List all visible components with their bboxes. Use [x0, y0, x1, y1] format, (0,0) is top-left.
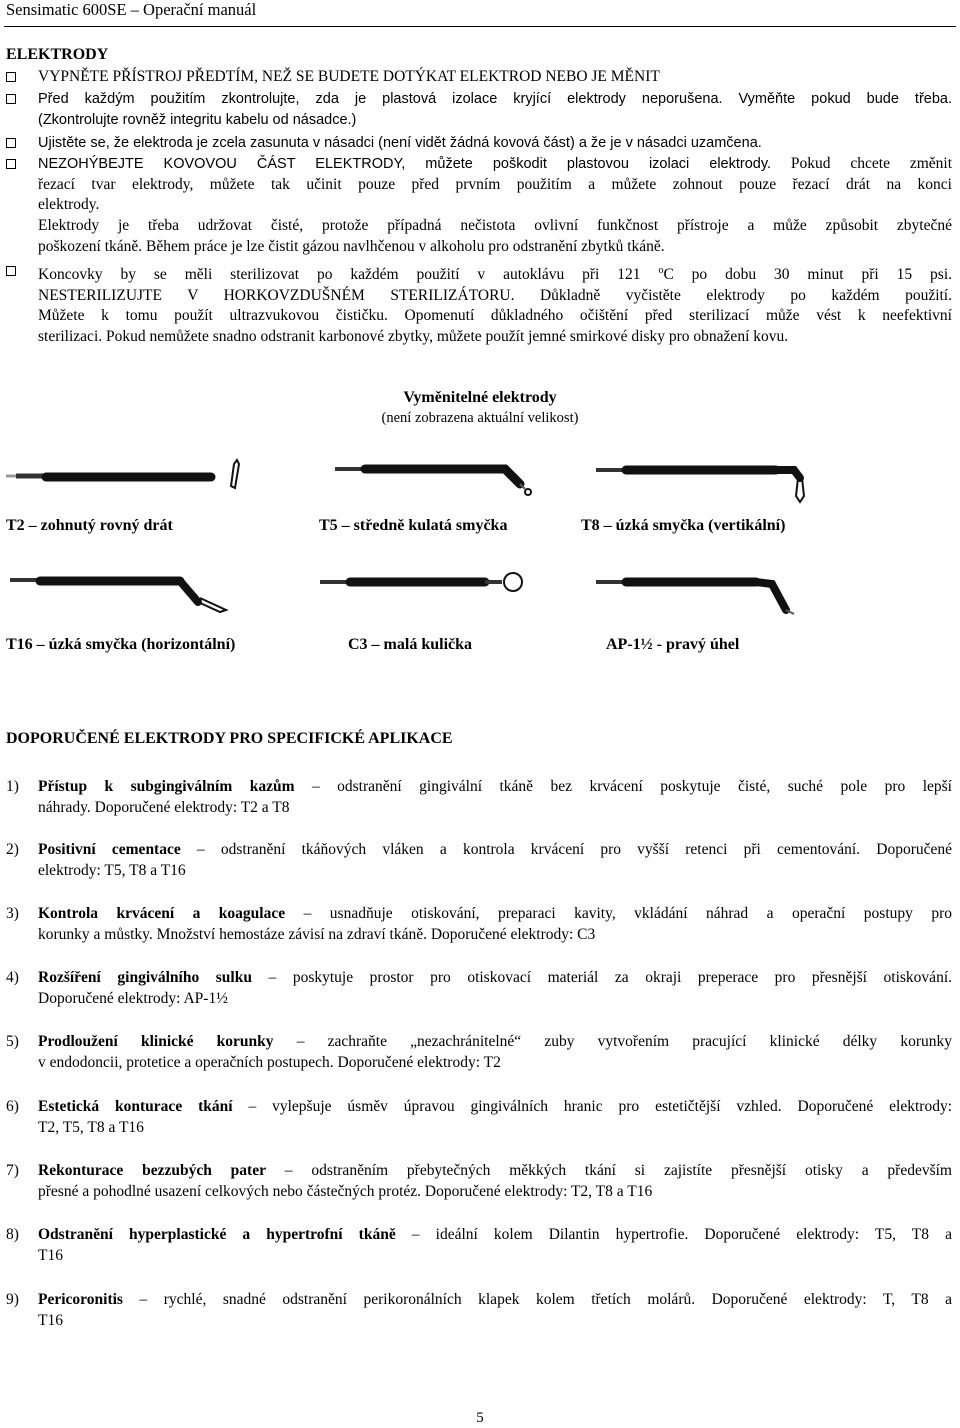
section-title-electrodes: ELEKTRODY — [6, 46, 109, 63]
label-t2: T2 – zohnutý rovný drát — [6, 517, 173, 534]
item-heading: Rozšíření gingiválního sulku — [38, 969, 252, 986]
item-text-continued: T16 — [38, 1311, 63, 1329]
list-item — [6, 1225, 952, 1266]
electrode-t2-image — [6, 450, 256, 506]
item-heading: Prodloužení klinické korunky — [38, 1033, 274, 1050]
item-text-continued: přesné a pohodlné usazení celkových nebo částečných protéz. Doporučené elektrody: T2, T8 a T16 — [38, 1182, 653, 1200]
item-text: – odstraněním přebytečných měkkých tkání si zajistíte přesnější otisky a především — [265, 1162, 952, 1179]
label-t5: T5 – středně kulatá smyčka — [319, 517, 508, 534]
item-number: 4) — [6, 969, 19, 986]
item-text: – ideální kolem Dilantin hypertrofie. Doporučené elektrody: T5, T8 a — [395, 1226, 952, 1243]
item-text-continued: náhrady. Doporučené elektrody: T2 a T8 — [38, 798, 290, 816]
item-text: – odstranění gingivální tkáně bez krvácení poskytuje čisté, suché pole pro lepší — [294, 778, 952, 795]
figure-subtitle: (není zobrazena aktuální velikost) — [381, 410, 579, 426]
cleaning-paragraph: Elektrody je třeba udržovat čisté, protože případná nečistota ovlivní funkčnost přístroje a může způsobit zbytečné poškození tkáně. Během práce je lze čistit gázou navlhčenou v alkoholu pro odstranění zbytků tkáně. — [38, 217, 952, 255]
label-c3: C3 – malá kulička — [348, 636, 473, 653]
checkbox-bullet-icon — [6, 159, 16, 169]
electrode-t16-image — [10, 566, 260, 622]
label-t8: T8 – úzká smyčka (vertikální) — [581, 517, 786, 534]
item-number: 1) — [6, 778, 19, 795]
page-header: Sensimatic 600SE – Operační manuál — [6, 0, 257, 19]
item-text-continued: korunky a můstky. Množství hemostáze závisí na zdraví tkáně. Doporučené elektrody: C3 — [38, 925, 596, 943]
item-heading: Positivní cementace — [38, 841, 181, 858]
bullet-item: NEZOHÝBEJTE KOVOVOU ČÁST ELEKTRODY, můžete poškodit plastovou izolaci elektrody. Pokud chcete změnit řezací tvar elektrody, můžete tak učinit pouze před prvním použitím a můžete zohnout pouze řezací drát na konci elektrody. — [6, 154, 952, 216]
list-item — [6, 904, 952, 945]
item-text: – rychlé, snadné odstranění perikoronálních klapek kolem třetích molárů. Doporučené elektrody: T, T8 a — [122, 1291, 952, 1308]
item-text-continued: T16 — [38, 1246, 63, 1264]
item-text-continued: v endodoncii, protetice a operačních postupech. Doporučené elektrody: T2 — [38, 1053, 501, 1071]
item-heading: Kontrola krvácení a koagulace — [38, 905, 286, 922]
item-number: 7) — [6, 1162, 19, 1179]
item-text: – vylepšuje úsměv úpravou gingiválních hranic pro estetičtější vzhled. Doporučené elektrody: — [232, 1098, 953, 1115]
item-heading: Estetická konturace tkání — [38, 1098, 233, 1115]
checkbox-bullet-icon — [6, 94, 16, 104]
bullet-item: Ujistěte se, že elektroda je zcela zasunuta v násadci (není vidět žádná kovová část) a že je v násadci uzamčena. — [6, 133, 952, 154]
electrode-t8-image — [596, 452, 826, 508]
list-item — [6, 1290, 952, 1331]
section-title-recommended: DOPORUČENÉ ELEKTRODY PRO SPECIFICKÉ APLIKACE — [6, 730, 453, 747]
item-heading: Přístup k subgingiválním kazům — [38, 778, 295, 795]
item-text: – odstranění tkáňových vláken a kontrola krvácení pro vyšší retenci při cementování. Doporučené — [180, 841, 952, 858]
item-number: 2) — [6, 841, 19, 858]
checkbox-bullet-icon — [6, 138, 16, 148]
item-number: 3) — [6, 905, 19, 922]
electrode-ap-image — [596, 566, 836, 622]
header-divider — [4, 26, 956, 27]
item-text-continued: elektrody: T5, T8 a T16 — [38, 861, 186, 879]
item-number: 8) — [6, 1226, 19, 1243]
electrode-t5-image — [335, 452, 545, 508]
checkbox-bullet-icon — [6, 72, 16, 82]
list-item — [6, 968, 952, 1009]
list-item — [6, 777, 952, 818]
list-item — [6, 1097, 952, 1138]
item-number: 5) — [6, 1033, 19, 1050]
list-item — [6, 840, 952, 881]
item-heading: Rekonturace bezzubých pater — [38, 1162, 266, 1179]
item-number: 6) — [6, 1098, 19, 1115]
item-number: 9) — [6, 1291, 19, 1308]
item-text: – poskytuje prostor pro otiskovací materiál za okraji preperace pro přesnější otiskování. — [251, 969, 952, 986]
bullet-item: VYPNĚTE PŘÍSTROJ PŘEDTÍM, NEŽ SE BUDETE DOTÝKAT ELEKTROD NEBO JE MĚNIT — [6, 67, 952, 88]
item-text-continued: T2, T5, T8 a T16 — [38, 1118, 144, 1136]
checkbox-bullet-icon — [6, 266, 16, 276]
electrode-c3-image — [320, 566, 540, 622]
bullet-item: Před každým použitím zkontrolujte, zda je plastová izolace kryjící elektrody neporušena. Vyměňte pokud bude třeba. (Zkontrolujte rovněž integritu kabelu od násadce.) — [6, 89, 952, 130]
figure-title: Vyměnitelné elektrody — [403, 389, 557, 406]
label-ap: AP-1½ - pravý úhel — [606, 636, 740, 653]
list-item — [6, 1032, 952, 1073]
item-text: – usnadňuje otiskování, preparaci kavity, vkládání náhrad a operační postupy pro — [285, 905, 953, 922]
bullet-item: Koncovky by se měli sterilizovat po každém použití v autoklávu při 121 $^o$C po dobu 30 minut při 15 psi. NESTERILIZUJTE V HORKOVZDUŠNÉM STERILIZÁTORU. Důkladně vyčistěte elektrody po každém použití. Můžete k tomu použít ultrazvukovou čističku. Opomenutí důkladného očištění před sterilizací může vést k neefektivní sterilizaci. Pokud nemůžete snadno odstranit karbonové zbytky, můžete použít jemné smirkové disky pro obnažení kovu. — [6, 261, 952, 347]
label-t16: T16 – úzká smyčka (horizontální) — [6, 636, 236, 653]
page-number: 5 — [476, 1410, 484, 1426]
item-heading: Pericoronitis — [38, 1291, 123, 1308]
list-item — [6, 1161, 952, 1202]
item-text: – zachraňte „nezachránitelné“ zuby vytvořením pracující klinické délky korunky — [273, 1033, 953, 1050]
item-heading: Odstranění hyperplastické a hypertrofní tkáně — [38, 1226, 396, 1243]
item-text-continued: Doporučené elektrody: AP-1½ — [38, 989, 228, 1007]
